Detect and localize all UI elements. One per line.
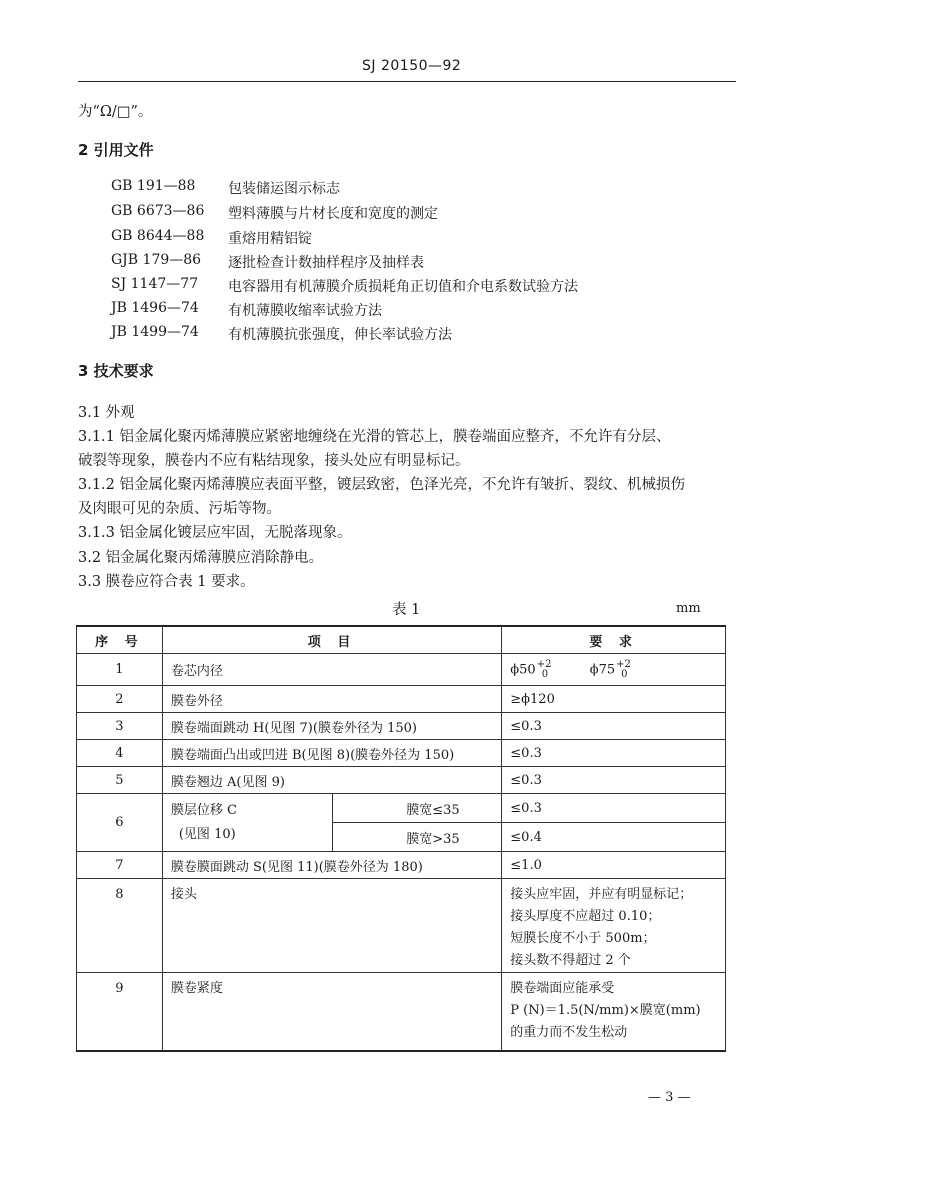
- row-item: 膜卷翘边 A(见图 9): [162, 767, 501, 794]
- table-row: [77, 713, 726, 740]
- req-line: 膜卷端面应能承受: [510, 981, 615, 996]
- row-no: 5: [77, 767, 163, 794]
- row-no: 1: [77, 654, 163, 686]
- row-item: [162, 794, 332, 852]
- clause-3-3: 3.3 膜卷应符合表 1 要求。: [78, 574, 255, 590]
- row-req: [502, 879, 726, 973]
- ref-code: JB 1496—74: [111, 300, 199, 316]
- header-req: 要 求: [502, 626, 726, 654]
- ref-title: 塑料薄膜与片材长度和宽度的测定: [228, 206, 438, 222]
- header-item: 项 目: [162, 626, 501, 654]
- section-3-heading: 3 技术要求: [78, 362, 154, 380]
- ref-code: GB 8644—88: [111, 228, 205, 244]
- req-line: 的重力而不发生松动: [510, 1025, 628, 1040]
- table-caption: 表 1: [392, 602, 421, 618]
- ref-title: 重熔用精铝锭: [228, 231, 312, 247]
- row-req: ≤0.3: [502, 713, 726, 740]
- row-no: 8: [77, 879, 163, 973]
- table-row: [77, 686, 726, 713]
- row-subitem: 膜宽≤35: [332, 794, 502, 823]
- row-subitem: 膜宽>35: [332, 823, 502, 852]
- ref-code: GB 191—88: [111, 178, 196, 194]
- standard-code: SJ 20150—92: [362, 58, 462, 74]
- row-req: ≤0.3: [502, 794, 726, 823]
- row-no: 3: [77, 713, 163, 740]
- row-no: 6: [77, 794, 163, 852]
- phi-value: ϕ50: [510, 662, 536, 677]
- ref-title: 包装储运图示标志: [228, 181, 340, 197]
- tol-upper: +2: [616, 658, 631, 670]
- tolerance: [616, 660, 631, 680]
- row-no: 9: [77, 973, 163, 1051]
- row-item: 卷芯内径: [162, 654, 501, 686]
- clause-3-1-3: 3.1.3 铝金属化镀层应牢固，无脱落现象。: [78, 525, 352, 541]
- row-item: 膜卷紧度: [162, 973, 501, 1051]
- ref-title: 有机薄膜抗张强度，伸长率试验方法: [228, 327, 452, 343]
- table-row: [77, 654, 726, 686]
- tol-lower: 0: [621, 668, 628, 680]
- ref-code: GB 6673—86: [111, 203, 205, 219]
- req-line: 接头厚度不应超过 0.10；: [510, 909, 661, 924]
- section-2-heading: 2 引用文件: [78, 141, 154, 159]
- row-item: 膜卷膜面跳动 S(见图 11)(膜卷外径为 180): [162, 852, 501, 879]
- requirements-table: [76, 625, 726, 1052]
- req-line: 接头数不得超过 2 个: [510, 953, 631, 968]
- clause-3-1-2: 3.1.2 铝金属化聚丙烯薄膜应表面平整，镀层致密，色泽光亮，不允许有皱折、裂纹、机械损伤: [78, 477, 685, 493]
- row-item: 接头: [162, 879, 501, 973]
- row-req: ≥ϕ120: [502, 686, 726, 713]
- tolerance: [537, 660, 552, 680]
- header-no: 序 号: [77, 626, 163, 654]
- clause-3-1-2-cont: 及肉眼可见的杂质、污垢等物。: [78, 501, 281, 517]
- req-line: P (N)＝1.5(N/mm)×膜宽(mm): [510, 1003, 701, 1018]
- table-unit: mm: [676, 601, 701, 616]
- row-req: [502, 654, 726, 686]
- row-req: [502, 973, 726, 1051]
- ref-code: JB 1499—74: [111, 324, 199, 340]
- clause-3-1: 3.1 外观: [78, 405, 135, 421]
- req-line: 短膜长度不小于 500m；: [510, 931, 656, 946]
- row-no: 7: [77, 852, 163, 879]
- ref-title: 逐批检查计数抽样程序及抽样表: [228, 255, 424, 271]
- row-no: 4: [77, 740, 163, 767]
- phi-value: ϕ75: [589, 662, 616, 677]
- row-item-line: 膜层位移 C: [170, 802, 237, 818]
- row-item: 膜卷端面凸出或凹进 B(见图 8)(膜卷外径为 150): [162, 740, 501, 767]
- row-item: 膜卷外径: [162, 686, 501, 713]
- table-row: [77, 852, 726, 879]
- table-row: [77, 794, 726, 823]
- row-item-line: (见图 10): [178, 826, 236, 842]
- row-item: 膜卷端面跳动 H(见图 7)(膜卷外径为 150): [162, 713, 501, 740]
- tol-lower: 0: [541, 668, 549, 680]
- row-req: ≤0.3: [502, 740, 726, 767]
- intro-line: 为“Ω/□”。: [78, 104, 153, 120]
- ref-title: 电容器用有机薄膜介质损耗角正切值和介电系数试验方法: [228, 279, 578, 295]
- clause-3-1-1: 3.1.1 铝金属化聚丙烯薄膜应紧密地缠绕在光滑的管芯上，膜卷端面应整齐，不允许有分层、: [78, 429, 671, 445]
- clause-3-2: 3.2 铝金属化聚丙烯薄膜应消除静电。: [78, 550, 324, 566]
- header-rule: [78, 81, 736, 82]
- ref-title: 有机薄膜收缩率试验方法: [228, 303, 382, 319]
- req-line: 接头应牢固，并应有明显标记；: [510, 887, 693, 902]
- row-req: ≤1.0: [502, 852, 726, 879]
- table-row: [77, 767, 726, 794]
- row-req: ≤0.4: [502, 823, 726, 852]
- clause-3-1-1-cont: 破裂等现象，膜卷内不应有粘结现象，接头处应有明显标记。: [78, 453, 470, 469]
- row-no: 2: [77, 686, 163, 713]
- row-req: ≤0.3: [502, 767, 726, 794]
- table-row: [77, 740, 726, 767]
- ref-code: GJB 179—86: [111, 252, 202, 268]
- ref-code: SJ 1147—77: [111, 276, 199, 292]
- table-row: [77, 879, 726, 973]
- tol-upper: +2: [536, 658, 552, 670]
- table-header-row: [77, 626, 726, 654]
- page-number: — 3 —: [648, 1090, 691, 1105]
- table-row: [77, 973, 726, 1051]
